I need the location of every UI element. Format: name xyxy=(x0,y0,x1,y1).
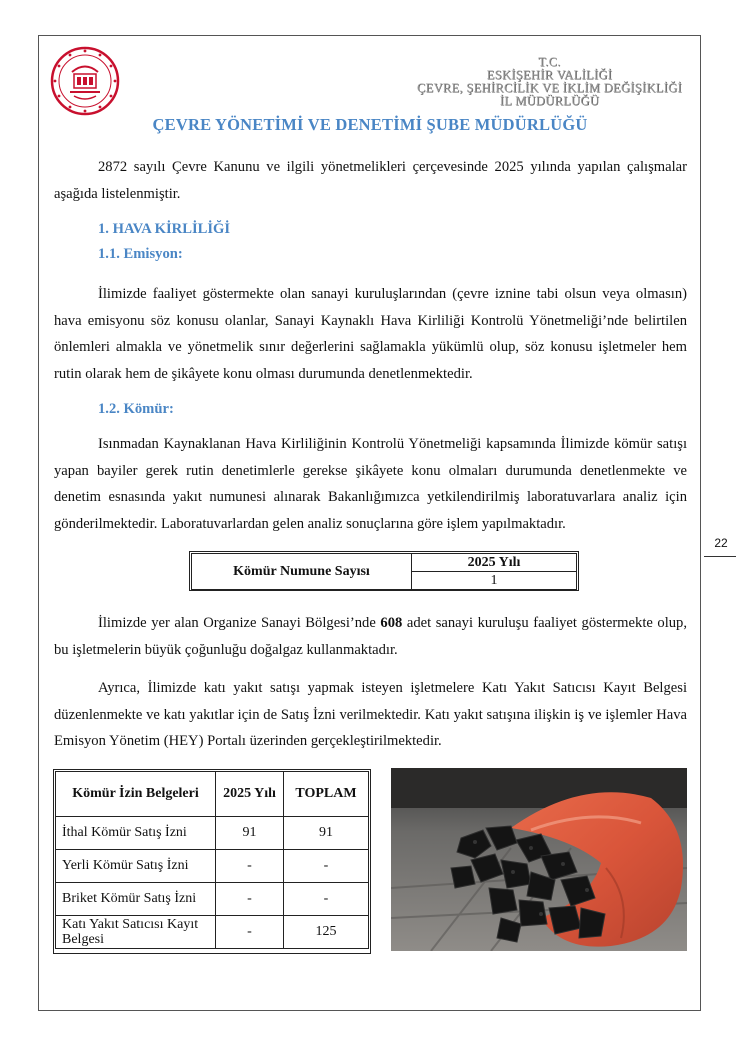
subsection-heading-emission: 1.1. Emisyon: xyxy=(98,246,183,262)
permit-name: Briket Kömür Satış İzni xyxy=(56,883,216,916)
permit-name: Yerli Kömür Satış İzni xyxy=(56,850,216,883)
coal-sample-table xyxy=(191,553,577,590)
table-row xyxy=(56,817,369,850)
coal-paragraph xyxy=(54,431,687,537)
osb-paragraph xyxy=(54,610,687,663)
table-header-row xyxy=(56,772,369,817)
permit-total-value: - xyxy=(284,883,369,916)
page-number: 22 xyxy=(714,536,728,550)
permit-total-value: 91 xyxy=(284,817,369,850)
permit-year-value: - xyxy=(216,916,284,949)
table-row xyxy=(56,850,369,883)
osb-text-after: adet sanayi kuruluşu faaliyet göstermekte olup, bu işletmelerin büyük çoğunluğu doğalgaz kullanmaktadır. xyxy=(54,615,688,658)
permit-year-value: 91 xyxy=(216,817,284,850)
permit-total-value: 125 xyxy=(284,916,369,949)
permit-name: Katı Yakıt Satıcısı Kayıt Belgesi xyxy=(56,916,216,949)
permit-name: İthal Kömür Satış İzni xyxy=(56,817,216,850)
emission-paragraph xyxy=(54,281,687,387)
sample-table-value: 1 xyxy=(412,572,577,590)
header-line-directorate: İL MÜDÜRLÜĞÜ xyxy=(499,94,600,108)
permit-year-value: - xyxy=(216,883,284,916)
coal-permit-table xyxy=(55,771,369,949)
permit-year-value: - xyxy=(216,850,284,883)
coal-text: Isınmadan Kaynaklanan Hava Kirliliğinin Kontrolü Yönetmeliği kapsamında İlimizde kömür satışı yapan bayiler gerek rutin denetimlerle gerekse şikâyete konu olmaları durumunda denetlenmekte ve denetim esnasında yakıt numunesi alınarak Bakanlığımızca yetkilendirilmiş laboratuvarlara analiz için gönderilmektedir. Laboratuvarlardan gelen analiz sonuçlarına göre işlem yapılmaktadır. xyxy=(54,436,687,532)
header-line-governorship: ESKİŞEHİR VALİLİĞİ xyxy=(486,68,613,82)
permit-total-value: - xyxy=(284,850,369,883)
column-header-total: TOPLAM xyxy=(284,772,369,817)
table-row xyxy=(56,883,369,916)
sample-table-year-header: 2025 Yılı xyxy=(412,554,577,572)
osb-count: 608 xyxy=(380,615,403,631)
subsection-heading-coal: 1.2. Kömür: xyxy=(98,401,174,417)
column-header-permits: Kömür İzin Belgeleri xyxy=(56,772,216,817)
permit-paragraph xyxy=(54,675,687,755)
sample-table-label: Kömür Numune Sayısı xyxy=(192,554,412,590)
page-number-rule xyxy=(704,556,736,557)
header-line-ministry: ÇEVRE, ŞEHİRCİLİK VE İKLİM DEĞİŞİKLİĞİ xyxy=(417,81,682,95)
permit-text: Ayrıca, İlimizde katı yakıt satışı yapmak isteyen işletmelere Katı Yakıt Satıcısı Kayıt Belgesi düzenlenmekte ve katı yakıtlar için de Satış İzni verilmektedir. Katı yakıt satışına ilişkin iş ve işlemler Hava Emisyon Yönetim (HEY) Portalı üzerinden gerçekleştirilmektedir. xyxy=(54,680,687,749)
header-line-tc: T.C. xyxy=(538,55,561,69)
ministry-seal-icon xyxy=(50,46,120,116)
intro-text: 2872 sayılı Çevre Kanunu ve ilgili yönetmelikleri çerçevesinde 2025 yılında yapılan çalışmalar aşağıda listelenmiştir. xyxy=(54,159,687,202)
column-header-year: 2025 Yılı xyxy=(216,772,284,817)
coal-bag-photo xyxy=(391,768,687,951)
osb-text-before: İlimizde yer alan Organize Sanayi Bölgesi’nde xyxy=(98,615,381,631)
intro-paragraph xyxy=(54,154,687,207)
emission-text: İlimizde faaliyet göstermekte olan sanayi kuruluşlarından (çevre iznine tabi olsun veya olmasın) hava emisyonu söz konusu olanlar, Sanayi Kaynaklı Hava Kirliliği Kontrolü Yönetmeliği’nde belirtilen önlemleri almakla ve yönetmelik sınır değerlerini sağlamakla yükümlü olup, söz konusu işletmeler hem rutin olarak hem de şikâyete konu olması durumunda denetlenmektedir. xyxy=(54,286,687,382)
section-heading-air-pollution: 1. HAVA KİRLİLİĞİ xyxy=(98,221,231,237)
page-title: ÇEVRE YÖNETİMİ VE DENETİMİ ŞUBE MÜDÜRLÜĞÜ xyxy=(152,115,588,134)
table-row xyxy=(56,916,369,949)
institution-header xyxy=(417,56,682,108)
